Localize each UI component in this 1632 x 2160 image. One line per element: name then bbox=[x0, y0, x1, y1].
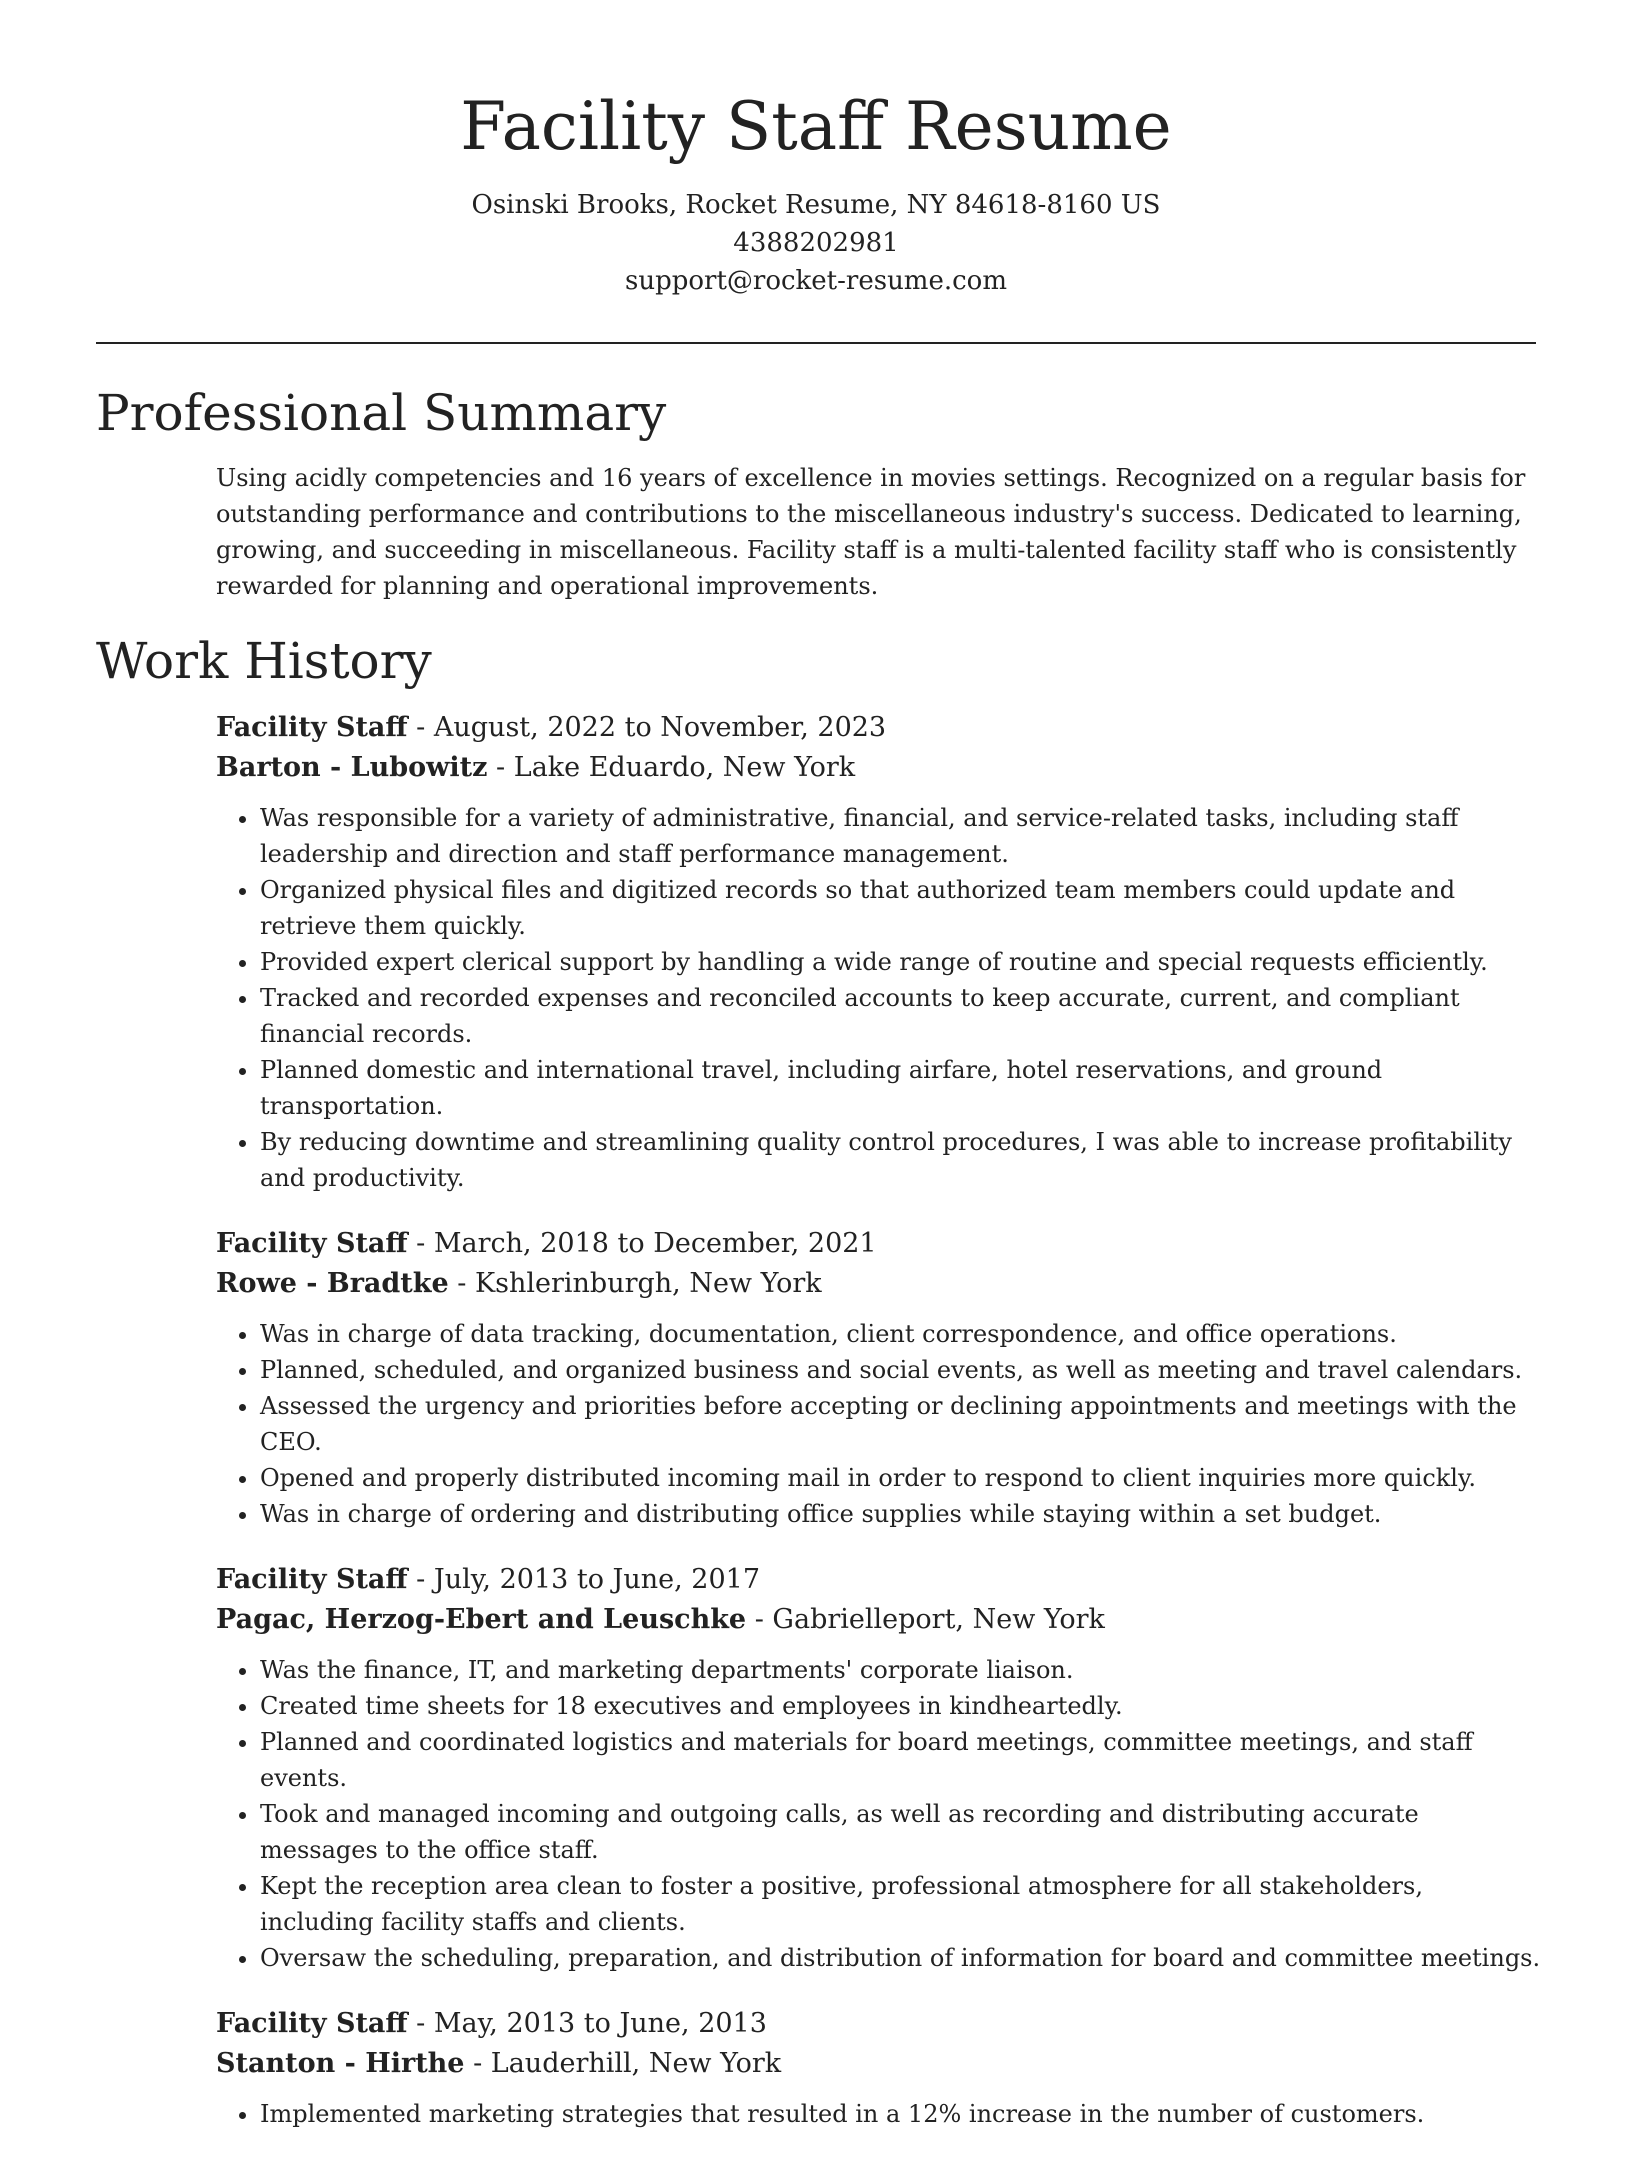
work-history-heading: Work History bbox=[96, 632, 432, 690]
job-entry bbox=[216, 2004, 1541, 2132]
job-bullet: • Was in charge of data tracking, documentation, client correspondence, and office operations. bbox=[260, 1316, 1541, 1352]
job-title-line bbox=[216, 1560, 1541, 1600]
job-bullet: • Planned domestic and international travel, including airfare, hotel reservations, and ground transportation. bbox=[260, 1052, 1541, 1124]
job-location: Lauderhill, New York bbox=[490, 2048, 782, 2079]
job-company: Pagac, Herzog-Ebert and Leuschke bbox=[216, 1604, 747, 1635]
separator: - bbox=[407, 712, 434, 743]
job-title-line bbox=[216, 1224, 1541, 1264]
job-bullet: • Was in charge of ordering and distributing office supplies while staying within a set budget. bbox=[260, 1496, 1541, 1532]
separator: - bbox=[464, 2048, 491, 2079]
job-company-line bbox=[216, 748, 1541, 788]
contact-address: Osinski Brooks, Rocket Resume, NY 84618-8160 US bbox=[471, 190, 1161, 220]
job-bullet: • Implemented marketing strategies that resulted in a 12% increase in the number of customers. bbox=[260, 2096, 1541, 2132]
separator: - bbox=[487, 752, 514, 783]
job-bullet: • Provided expert clerical support by handling a wide range of routine and special requests efficiently. bbox=[260, 944, 1541, 980]
job-title: Facility Staff bbox=[216, 1228, 408, 1259]
header-divider bbox=[96, 342, 1536, 344]
job-location: Lake Eduardo, New York bbox=[513, 752, 856, 783]
job-bullet: • Was responsible for a variety of administrative, financial, and service-related tasks, including staff leadership and direction and staff performance management. bbox=[260, 800, 1541, 872]
job-bullet: • Created time sheets for 18 executives and employees in kindheartedly. bbox=[260, 1688, 1541, 1724]
job-title: Facility Staff bbox=[216, 2008, 408, 2039]
job-company: Stanton - Hirthe bbox=[216, 2048, 465, 2079]
job-company-line bbox=[216, 1600, 1541, 1640]
contact-phone: 4388202981 bbox=[733, 228, 899, 258]
separator: - bbox=[448, 1268, 475, 1299]
job-bullet: • Organized physical files and digitized records so that authorized team members could update and retrieve them quickly. bbox=[260, 872, 1541, 944]
separator: - bbox=[407, 1228, 434, 1259]
job-title-line bbox=[216, 2004, 1541, 2044]
job-bullet: • Planned and coordinated logistics and materials for board meetings, committee meetings, and staff events. bbox=[260, 1724, 1541, 1796]
job-title-line bbox=[216, 708, 1541, 748]
job-bullet: • Tracked and recorded expenses and reconciled accounts to keep accurate, current, and compliant financial records. bbox=[260, 980, 1541, 1052]
resume-header bbox=[0, 82, 1632, 300]
job-bullet: • Opened and properly distributed incoming mail in order to respond to client inquiries more quickly. bbox=[260, 1460, 1541, 1496]
job-bullet: • Assessed the urgency and priorities before accepting or declining appointments and meetings with the CEO. bbox=[260, 1388, 1541, 1460]
job-dates: August, 2022 to November, 2023 bbox=[433, 712, 887, 743]
job-entry bbox=[216, 1560, 1541, 1976]
job-entry bbox=[216, 708, 1541, 1196]
job-location: Gabrielleport, New York bbox=[772, 1604, 1105, 1635]
job-company-line bbox=[216, 1264, 1541, 1304]
summary-heading: Professional Summary bbox=[96, 384, 667, 442]
resume-title: Facility Staff Resume bbox=[460, 88, 1172, 165]
job-title: Facility Staff bbox=[216, 1564, 408, 1595]
job-company-line bbox=[216, 2044, 1541, 2084]
job-company: Barton - Lubowitz bbox=[216, 752, 488, 783]
job-bullet-list bbox=[216, 1652, 1541, 1976]
job-bullet-list bbox=[216, 1316, 1541, 1532]
contact-email: support@rocket-resume.com bbox=[624, 266, 1007, 296]
job-dates: March, 2018 to December, 2021 bbox=[433, 1228, 877, 1259]
job-bullet-list bbox=[216, 800, 1541, 1196]
job-bullet: • By reducing downtime and streamlining quality control procedures, I was able to increase profitability and productivity. bbox=[260, 1124, 1541, 1196]
job-dates: May, 2013 to June, 2013 bbox=[433, 2008, 767, 2039]
contact-block bbox=[0, 186, 1632, 300]
job-company: Rowe - Bradtke bbox=[216, 1268, 449, 1299]
separator: - bbox=[407, 1564, 434, 1595]
separator: - bbox=[407, 2008, 434, 2039]
separator: - bbox=[746, 1604, 773, 1635]
job-bullet: • Planned, scheduled, and organized business and social events, as well as meeting and travel calendars. bbox=[260, 1352, 1541, 1388]
job-bullet: • Was the finance, IT, and marketing departments' corporate liaison. bbox=[260, 1652, 1541, 1688]
job-bullet-list bbox=[216, 2096, 1541, 2132]
work-history-list bbox=[216, 708, 1541, 2160]
job-title: Facility Staff bbox=[216, 712, 408, 743]
job-bullet: • Kept the reception area clean to foster a positive, professional atmosphere for all stakeholders, including facility staffs and clients. bbox=[260, 1868, 1541, 1940]
job-bullet: • Oversaw the scheduling, preparation, and distribution of information for board and committee meetings. bbox=[260, 1940, 1541, 1976]
job-bullet: • Took and managed incoming and outgoing calls, as well as recording and distributing accurate messages to the office staff. bbox=[260, 1796, 1541, 1868]
summary-text: Using acidly competencies and 16 years of excellence in movies settings. Recognized on a regular basis for outstanding performance and contributions to the miscellaneous industry's success. Dedicated to learning, growing, and succeeding in miscellaneous. Facility staff is a multi-talented facility staff who is consistently rewarded for planning and operational improvements. bbox=[216, 464, 1526, 600]
job-entry bbox=[216, 1224, 1541, 1532]
job-dates: July, 2013 to June, 2017 bbox=[433, 1564, 761, 1595]
job-location: Kshlerinburgh, New York bbox=[474, 1268, 822, 1299]
